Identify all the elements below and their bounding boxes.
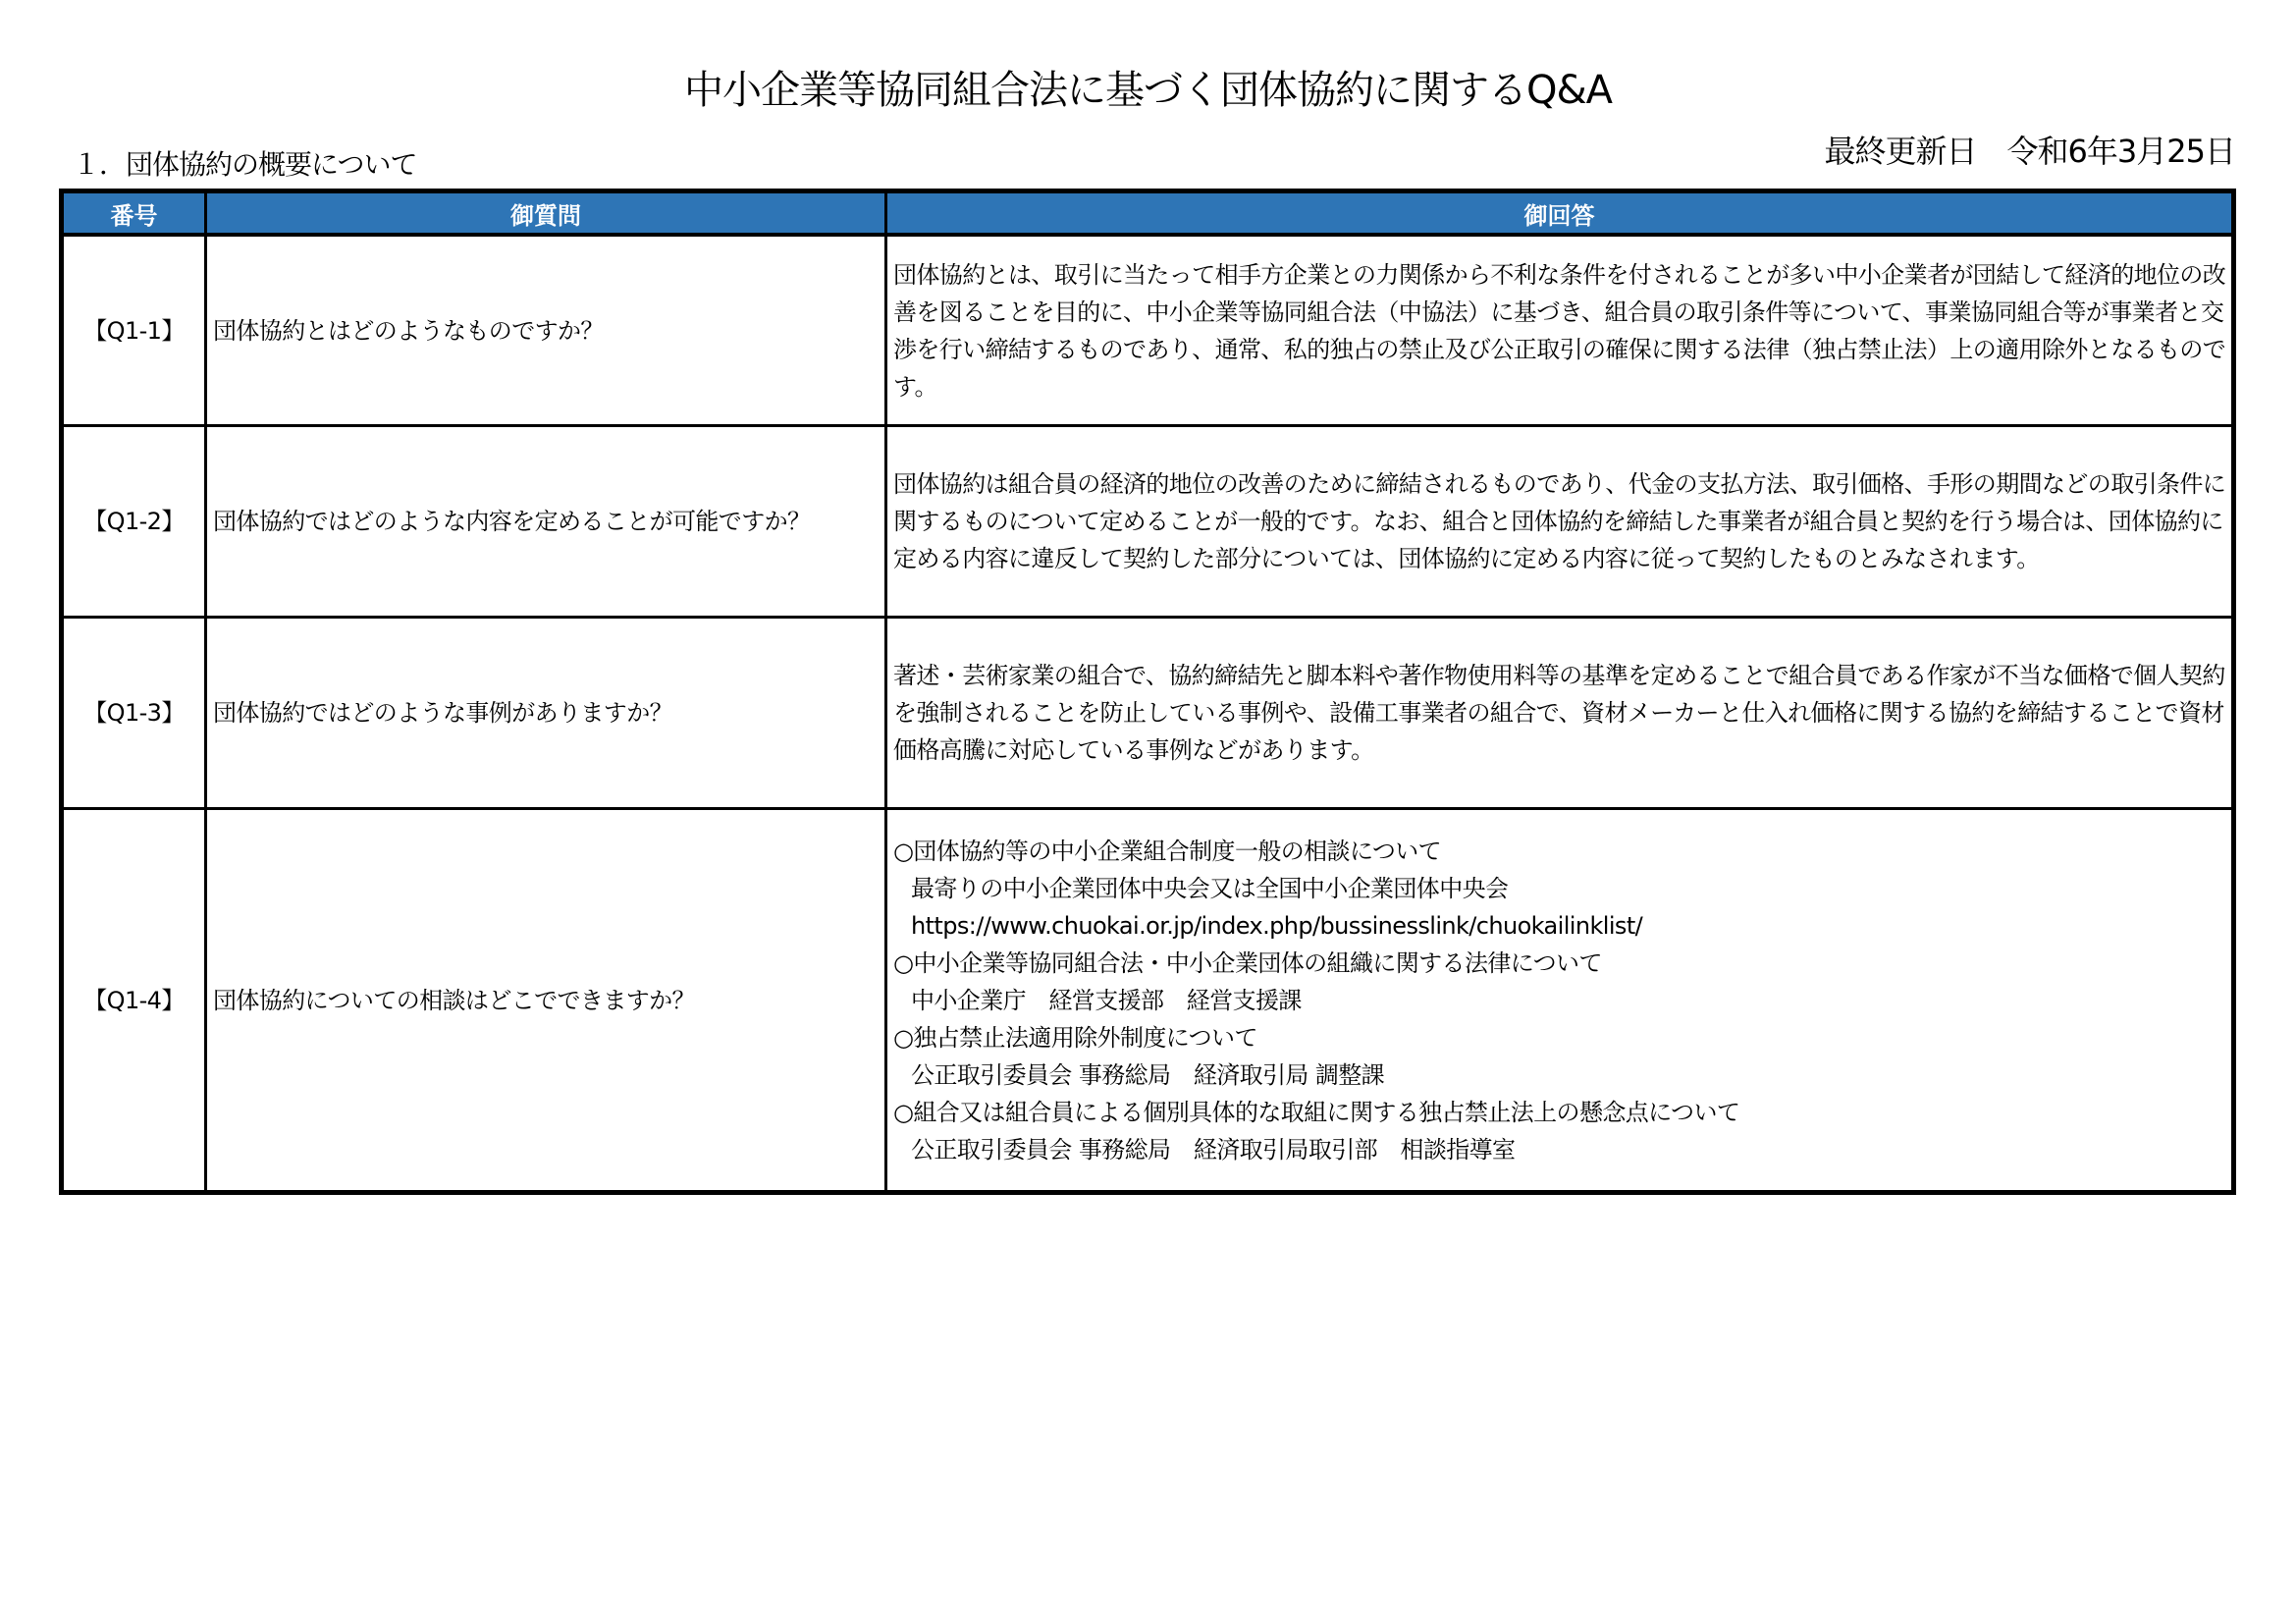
contact-topic-exemption: ○独占禁止法適用除外制度について <box>893 1023 1257 1052</box>
question-text: 団体協約についての相談はどこでできますか？ <box>206 809 886 1193</box>
contact-org-jftc-consultation: 公正取引委員会 事務総局 経済取引局取引部 相談指導室 <box>911 1135 1516 1164</box>
column-header-number: 番号 <box>62 191 206 236</box>
table-row <box>62 235 2234 426</box>
question-text: 団体協約ではどのような事例がありますか？ <box>206 618 886 809</box>
document-title: 中小企業等協同組合法に基づく団体協約に関するQ&A <box>683 68 1613 113</box>
column-header-answer: 御回答 <box>886 191 2234 236</box>
contact-list <box>893 833 2227 1168</box>
question-text: 団体協約とはどのようなものですか？ <box>206 235 886 426</box>
table-header-row <box>62 191 2234 236</box>
contact-topic-antitrust-concerns: ○組合又は組合員による個別具体的な取組に関する独占禁止法上の懸念点について <box>893 1098 1740 1126</box>
answer-text: 団体協約とは、取引に当たって相手方企業との力関係から不利な条件を付されることが多い中小企業者が団結して経済的地位の改善を図ることを目的に、中小企業等協同組合法（中協法）に基づき、組合員の取引条件等について、事業協同組合等が事業者と交渉を行い締結するものであり、通常、私的独占の禁止及び公正取引の確保に関する法律（独占禁止法）上の適用除外となるものです。 <box>893 260 2226 401</box>
answer-cell <box>886 809 2234 1193</box>
section-heading: １．団体協約の概要について <box>73 148 417 181</box>
contact-org-chuokai: 最寄りの中小企業団体中央会又は全国中小企業団体中央会 <box>911 874 1509 902</box>
contact-org-sme-agency: 中小企業庁 経営支援部 経営支援課 <box>911 986 1302 1014</box>
column-header-question: 御質問 <box>206 191 886 236</box>
last-updated-date: 最終更新日 令和6年3月25日 <box>1824 133 2235 170</box>
qa-table <box>59 189 2236 1195</box>
question-number: 【Q1-2】 <box>62 426 206 618</box>
answer-cell <box>886 618 2234 809</box>
table-row <box>62 809 2234 1193</box>
question-number: 【Q1-4】 <box>62 809 206 1193</box>
contact-topic-law: ○中小企業等協同組合法・中小企業団体の組織に関する法律について <box>893 948 1602 977</box>
question-text: 団体協約ではどのような内容を定めることが可能ですか？ <box>206 426 886 618</box>
table-row <box>62 426 2234 618</box>
contact-topic-general: ○団体協約等の中小企業組合制度一般の相談について <box>893 837 1442 865</box>
question-number: 【Q1-1】 <box>62 235 206 426</box>
answer-text: 団体協約は組合員の経済的地位の改善のために締結されるものであり、代金の支払方法、取引価格、手形の期間などの取引条件に関するものについて定めることが一般的です。なお、組合と団体協約を締結した事業者が組合員と契約を行う場合は、団体協約に定める内容に違反して契約した部分については、団体協約に定める内容に従って契約したものとみなされます。 <box>893 470 2226 572</box>
contact-link-chuokai[interactable] <box>893 907 2227 945</box>
answer-cell <box>886 426 2234 618</box>
answer-cell <box>886 235 2234 426</box>
table-row <box>62 618 2234 809</box>
question-number: 【Q1-3】 <box>62 618 206 809</box>
chuokai-url-link[interactable]: https://www.chuokai.or.jp/index.php/bussinesslink/chuokailinklist/ <box>911 911 1643 940</box>
answer-text: 著述・芸術家業の組合で、協約締結先と脚本料や著作物使用料等の基準を定めることで組合員である作家が不当な価格で個人契約を強制されることを防止している事例や、設備工事業者の組合で、資材メーカーと仕入れ価格に関する協約を締結することで資材価格高騰に対応している事例などがあります。 <box>893 662 2225 764</box>
contact-org-jftc-coordination: 公正取引委員会 事務総局 経済取引局 調整課 <box>911 1060 1385 1089</box>
